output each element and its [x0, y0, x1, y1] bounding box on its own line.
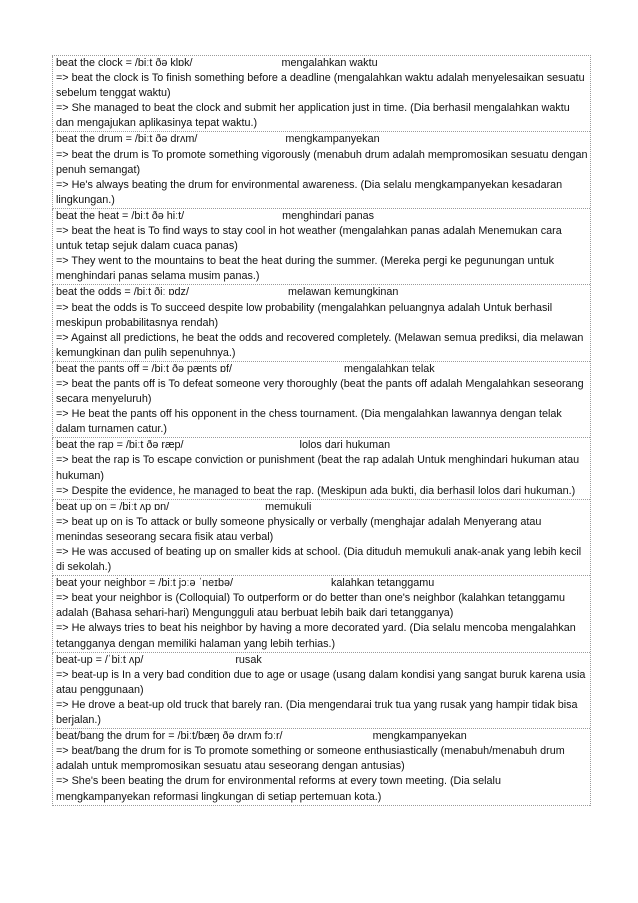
- vocabulary-entry: [52, 500, 590, 576]
- entry-header: [56, 209, 588, 224]
- entry-term: beat up on = /biːt ʌp ɒn/: [56, 500, 170, 513]
- entry-example: => She managed to beat the clock and submit her application just in time. (Dia berhasil mengalahkan waktu dan mengajukan aplikasinya tepat waktu.): [56, 102, 570, 130]
- vocabulary-entry: [52, 132, 590, 208]
- entry-definition: => beat the drum is To promote something vigorously (menabuh drum adalah mempromosikan sesuatu dengan penuh semangat): [56, 148, 588, 176]
- entry-example: => Against all predictions, he beat the odds and recovered completely. (Melawan semua prediksi, dia melawan kemungkinan dan pulih sepenuhnya.): [56, 331, 584, 359]
- entry-header: [56, 576, 588, 591]
- entry-gloss: memukuli: [265, 500, 312, 513]
- vocabulary-entry: [52, 56, 590, 132]
- vocabulary-entry: [52, 438, 590, 499]
- entry-example: => They went to the mountains to beat the heat during the summer. (Mereka pergi ke pegunungan untuk menghindari panas selama musim panas.): [56, 255, 554, 283]
- entry-header: [56, 653, 588, 668]
- entry-gloss: lolos dari hukuman: [299, 439, 391, 452]
- entry-header: [56, 285, 588, 300]
- entry-term: beat the drum = /biːt ðə drʌm/: [56, 133, 198, 146]
- entry-definition: => beat the clock is To finish something before a deadline (mengalahkan waktu adalah menyelesaikan sesuatu sebelum tenggat waktu): [56, 72, 585, 100]
- entry-header: [56, 500, 588, 515]
- vocabulary-entry: [52, 653, 590, 729]
- entry-example: => He was accused of beating up on smaller kids at school. (Dia dituduh memukuli anak-anak yang lebih kecil di sekolah.): [56, 546, 582, 574]
- entry-term: beat the rap = /biːt ðə ræp/: [56, 439, 184, 452]
- entry-example: => He drove a beat-up old truck that barely ran. (Dia mengendarai truk tua yang rusak yang hampir tidak bisa berjalan.): [56, 698, 578, 727]
- entry-gloss: mengkampanyekan: [372, 730, 467, 743]
- entry-definition: => beat your neighbor is (Colloquial) To outperform or do better than one's neighbor (kalahkan tetanggamu adalah (Bahasa sehari-hari) Mengungguli atau berbuat lebih baik dari tetangganya): [56, 592, 566, 620]
- entry-gloss: rusak: [235, 653, 262, 666]
- entry-term: beat/bang the drum for = /biːt/bæŋ ðə drʌm fɔːr/: [56, 730, 283, 743]
- entry-header: [56, 132, 588, 147]
- entry-definition: => beat the heat is To find ways to stay cool in hot weather (mengalahkan panas adalah Menemukan cara untuk tetap sejuk dalam cuaca panas): [56, 225, 562, 253]
- vocabulary-entry: [52, 729, 590, 805]
- entry-definition: => beat/bang the drum for is To promote something or someone enthusiastically (menabuh/menabuh drum adalah untuk mempromosikan sesuatu atau seseorang dengan antusias): [56, 745, 565, 773]
- entry-definition: => beat the pants off is To defeat someone very thoroughly (beat the pants off adalah Mengalahkan seseorang secara menyeluruh): [56, 377, 584, 406]
- entry-example: => He's always beating the drum for environmental awareness. (Dia selalu mengkampanyekan kesadaran lingkungan.): [56, 178, 563, 206]
- entry-term: beat the heat = /biːt ðə hiːt/: [56, 209, 185, 222]
- vocabulary-entry: [52, 209, 590, 285]
- entry-term: beat the odds = /biːt ðiː ɒdz/: [56, 286, 189, 299]
- entry-gloss: melawan kemungkinan: [287, 286, 399, 299]
- entry-header: [56, 362, 588, 377]
- vocabulary-entry: [52, 576, 590, 652]
- entry-definition: => beat-up is In a very bad condition due to age or usage (usang dalam kondisi yang sangat buruk karena usia atau penggunaan): [56, 668, 586, 696]
- entry-gloss: mengalahkan telak: [343, 362, 435, 375]
- entry-gloss: menghindari panas: [282, 209, 374, 222]
- entry-header: [56, 729, 588, 744]
- entry-gloss: mengkampanyekan: [285, 133, 380, 146]
- entry-gloss: kalahkan tetanggamu: [331, 577, 435, 590]
- vocabulary-sheet: [52, 55, 591, 806]
- entry-example: => She's been beating the drum for environmental reforms at every town meeting. (Dia selalu mengkampanyekan reformasi lingkungan di setiap pertemuan kota.): [56, 775, 501, 803]
- vocabulary-entry: [52, 362, 590, 438]
- entry-definition: => beat up on is To attack or bully someone physically or verbally (menghajar adalah Menyerang atau menindas seseorang secara fisik atau verbal): [56, 515, 542, 543]
- entry-term: beat your neighbor = /biːt jɔːə ˈneɪbə/: [56, 577, 234, 590]
- entry-example: => He beat the pants off his opponent in the chess tournament. (Dia mengalahkan lawannya dengan telak dalam turnamen catur.): [56, 408, 562, 436]
- entry-header: [56, 438, 588, 453]
- entry-term: beat the clock = /biːt ðə klɒk/: [56, 57, 193, 69]
- entry-header: [56, 56, 588, 71]
- entry-gloss: mengalahkan waktu: [281, 57, 378, 69]
- entry-definition: => beat the rap is To escape conviction or punishment (beat the rap adalah Untuk menghindari hukuman atau hukuman): [56, 454, 580, 482]
- entry-term: beat the pants off = /biːt ðə pænts ɒf/: [56, 362, 232, 375]
- entry-definition: => beat the odds is To succeed despite low probability (mengalahkan peluangnya adalah Untuk berhasil meskipun probabilitasnya rendah): [56, 301, 553, 329]
- entry-term: beat-up = /ˈbiːt ʌp/: [56, 653, 144, 666]
- entry-example: => Despite the evidence, he managed to beat the rap. (Meskipun ada bukti, dia berhasil lolos dari hukuman.): [56, 484, 576, 497]
- vocabulary-entry: [52, 285, 590, 361]
- entry-example: => He always tries to beat his neighbor by having a more decorated yard. (Dia selalu mencoba mengalahkan tetangganya dengan memiliki halaman yang lebih terhias.): [56, 622, 576, 650]
